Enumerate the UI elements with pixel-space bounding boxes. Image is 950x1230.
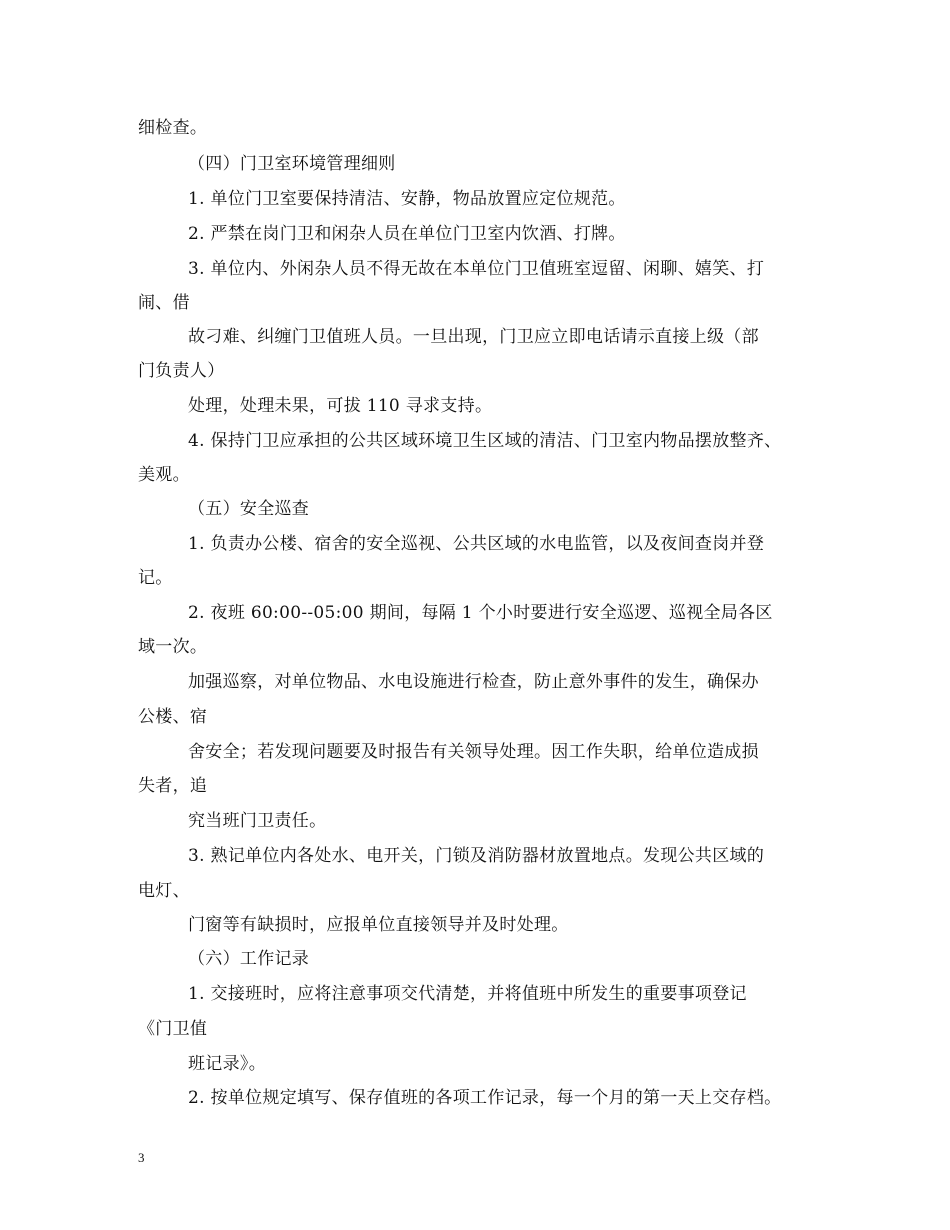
text-line: 处理，处理未果，可拔 110 寻求支持。 [188,396,493,416]
text-line: 1. 负责办公楼、宿舍的安全巡视、公共区域的水电监管，以及夜间查岗并登 [188,534,765,554]
text-line: 舍安全；若发现问题要及时报告有关领导处理。因工作失职，给单位造成损 [188,742,759,762]
text-line: 细检查。 [138,118,208,138]
text-line: 究当班门卫责任。 [188,811,327,831]
text-line: 2. 夜班 60:00--05:00 期间，每隔 1 个小时要进行安全巡逻、巡视全局各区 [188,603,773,623]
page-number: 3 [138,1150,145,1165]
text-line: 1. 交接班时，应将注意事项交代清楚，并将值班中所发生的重要事项登记 [188,984,747,1004]
text-line: 公楼、宿 [138,707,208,727]
text-line: 门负责人） [138,361,225,381]
text-line: 美观。 [138,465,190,485]
text-line: 域一次。 [138,637,208,657]
text-line: 3. 单位内、外闲杂人员不得无故在本单位门卫值班室逗留、闲聊、嬉笑、打 [188,259,765,279]
text-line: 故刁难、纠缠门卫值班人员。一旦出现，门卫应立即电话请示直接上级（部 [188,327,759,347]
text-line: 1. 单位门卫室要保持清洁、安静，物品放置应定位规范。 [188,189,626,209]
text-line: 2. 严禁在岗门卫和闲杂人员在单位门卫室内饮酒、打牌。 [188,224,626,244]
section-heading: （四）门卫室环境管理细则 [188,154,396,174]
text-line: 3. 熟记单位内各处水、电开关，门锁及消防器材放置地点。发现公共区域的 [188,846,765,866]
text-line: 闹、借 [138,293,190,313]
section-heading: （六）工作记录 [188,949,310,969]
text-line: 记。 [138,568,173,588]
section-heading: （五）安全巡查 [188,499,310,519]
text-line: 加强巡察，对单位物品、水电设施进行检查，防止意外事件的发生，确保办 [188,672,759,692]
text-line: 《门卫值 [138,1019,208,1039]
text-line: 4. 保持门卫应承担的公共区域环境卫生区域的清洁、门卫室内物品摆放整齐、 [188,431,782,451]
text-line: 班记录》。 [188,1054,266,1074]
text-line: 电灯、 [138,881,190,901]
text-line: 失者，追 [138,776,208,796]
text-line: 2. 按单位规定填写、保存值班的各项工作记录，每一个月的第一天上交存档。 [188,1088,782,1108]
text-line: 门窗等有缺损时，应报单位直接领导并及时处理。 [188,915,569,935]
